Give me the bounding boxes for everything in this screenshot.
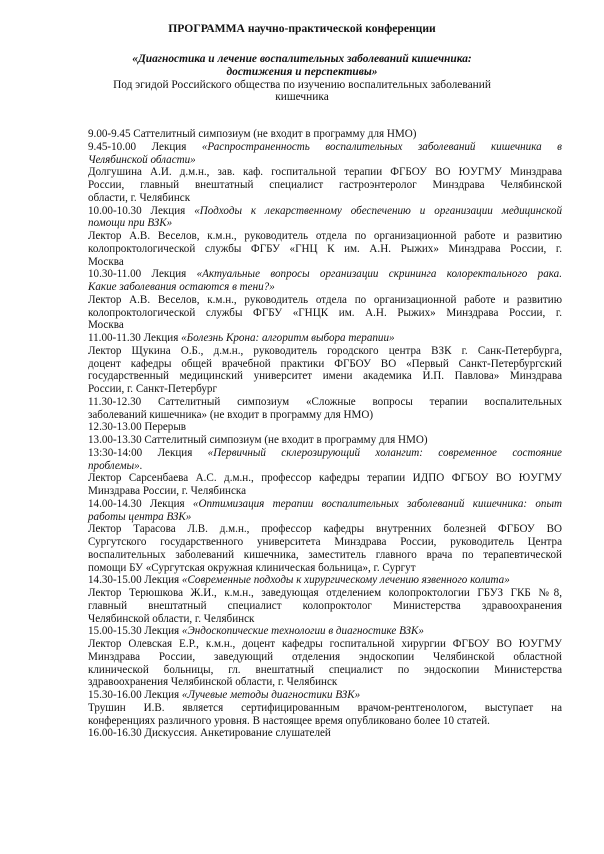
schedule-line <box>88 638 562 651</box>
schedule-line <box>88 676 562 689</box>
schedule-line <box>88 498 562 511</box>
schedule-text: Лектор А.В. Веселов, к.м.н., руководитель отдела по организационной работе и развитию <box>88 293 562 306</box>
schedule-text: России, г. Санкт-Петербург <box>88 383 217 395</box>
schedule-line <box>88 154 562 167</box>
document-header <box>0 22 604 103</box>
schedule-text: клинической больницы, гл. внештатный специалист по эндоскопии Министерства <box>88 663 562 676</box>
schedule-line <box>88 460 562 473</box>
schedule-line <box>88 549 562 562</box>
schedule-text: Лектор Олевская Е.Р., к.м.н., доцент кафедры госпитальной хирургии ФГБОУ ВО ЮУГМУ <box>88 638 562 650</box>
schedule-text: конференциях различного уровня. В настоящее время опубликовано более 10 статей. <box>88 714 490 727</box>
schedule-line <box>88 396 562 409</box>
lecture-title-text: «Лучевые методы диагностики ВЗК» <box>181 689 361 701</box>
schedule-line <box>88 523 562 536</box>
lecture-title-text: «Первичный склерозирующий холангит: современное состояние <box>207 446 562 459</box>
schedule-line <box>88 319 562 332</box>
schedule-line <box>88 689 562 702</box>
schedule-line <box>88 256 562 269</box>
schedule-text: Лектор Тарасова Л.В. д.м.н., профессор кафедры внутренних болезней ФГБОУ ВО <box>88 523 562 536</box>
schedule-text: заболеваний кишечника» (не входит в программу для НМО) <box>88 408 374 421</box>
schedule-text: главный внештатный специалист колопроктолог Министерства здравоохранения <box>88 599 562 612</box>
schedule-line <box>88 345 562 358</box>
schedule-text: 13.00-13.30 Саттелитный симпозиум (не входит в программу для НМО) <box>88 434 428 446</box>
schedule-line <box>88 472 562 485</box>
schedule-line <box>88 166 562 179</box>
schedule-line <box>88 205 562 218</box>
schedule-line <box>88 421 562 434</box>
schedule-line <box>88 600 562 613</box>
schedule-line <box>88 562 562 575</box>
schedule-text: Москва <box>88 255 124 268</box>
schedule-line <box>88 370 562 383</box>
schedule-text: Лектор Щукина О.Б., д.м.н., руководитель городского центра ВЗК г. Санк-Петербурга, <box>88 344 562 357</box>
schedule-text: государственный медицинский университет имени академика И.П. Павлова» Минздрава <box>88 370 562 383</box>
aegis-line-2: кишечника <box>275 91 329 103</box>
schedule-text: Лектор Сарсенбаева А.С. д.м.н., профессор кафедры терапии ИДПО ФГБОУ ВО ЮУГМУ <box>88 472 562 485</box>
schedule-text: Минздрава России, заведующий отделения эндоскопии Челябинской областной <box>88 650 562 663</box>
lecture-title-text: работы центра ВЗК» <box>88 510 192 523</box>
schedule-text: доцент кафедры общей врачебной практики ФГБОУ ВО «Первый Санкт-Петербургский <box>88 357 562 370</box>
schedule-text: 15.00-15.30 Лекция <box>88 625 182 638</box>
schedule-text: колопроктологической службы ФГБУ «ГНЦ К им. А.Н. Рыжих» Минздрава России, г. <box>88 242 562 255</box>
schedule-line <box>88 587 562 600</box>
schedule-text: 10.30-11.00 Лекция <box>88 268 197 281</box>
schedule-text: Челябинской области, г. Челябинск <box>88 612 255 625</box>
schedule-line <box>88 281 562 294</box>
schedule-line <box>88 217 562 230</box>
conference-title-line-1: «Диагностика и лечение воспалительных заболеваний кишечника: <box>132 53 472 65</box>
lecture-title-text: «Эндоскопические технологии в диагностике ВЗК» <box>181 625 424 638</box>
aegis-line-1: Под эгидой Российского общества по изучению воспалительных заболеваний <box>113 79 491 91</box>
schedule-line <box>88 358 562 371</box>
lecture-title-text: «Подходы к лекарственному обеспечению и организации медицинской <box>194 204 563 217</box>
schedule-line <box>88 179 562 192</box>
schedule-text: Долгушина А.И. д.м.н., зав. каф. госпитальной терапии ФГБОУ ВО ЮУГМУ Минздрава <box>88 166 562 179</box>
schedule-text: 12.30-13.00 Перерыв <box>88 421 187 434</box>
schedule-text: здравоохранения Челябинской области, г. Челябинск <box>88 676 338 689</box>
schedule-text: 11.30-12.30 Саттелитный симпозиум «Сложные вопросы терапии воспалительных <box>88 395 562 408</box>
schedule-text: России, главный внештатный специалист гастроэнтеролог Минздрава Челябинской <box>88 179 562 191</box>
lecture-title-text: «Современные подходы к хирургическому лечению язвенного колита» <box>181 574 510 587</box>
schedule-text: 14.30-15.00 Лекция <box>88 574 182 587</box>
lecture-title-text: «Актуальные вопросы организации скрининга колоректального рака. <box>196 268 562 281</box>
lecture-title-text: Какие заболевания остаются в тени?» <box>88 281 275 293</box>
schedule-line <box>88 434 562 447</box>
schedule-line <box>88 574 562 587</box>
schedule-line <box>88 447 562 460</box>
schedule-line <box>88 727 562 740</box>
schedule-text: Лектор А.В. Веселов, к.м.н., руководитель отдела по организационной работе и развитию <box>88 230 562 242</box>
schedule-line <box>88 192 562 205</box>
schedule-line <box>88 243 562 256</box>
schedule-line <box>88 702 562 715</box>
schedule-line <box>88 651 562 664</box>
schedule-line <box>88 613 562 626</box>
schedule-line <box>88 307 562 320</box>
schedule-line <box>88 268 562 281</box>
schedule-line <box>88 625 562 638</box>
schedule-text: колопроктологической службы ФГБУ «ГНЦК им. А.Н. Рыжих» Минздрава России, г. <box>88 306 562 319</box>
schedule-text: области, г. Челябинск <box>88 191 191 204</box>
schedule-text: 14.00-14.30 Лекция <box>88 497 193 510</box>
schedule-text: Минздрава России, г. Челябинска <box>88 485 247 497</box>
schedule-line <box>88 332 562 345</box>
schedule-line <box>88 128 562 141</box>
schedule-line <box>88 511 562 524</box>
schedule-line <box>88 383 562 396</box>
schedule-text: 10.00-10.30 Лекция <box>88 204 195 217</box>
schedule-line <box>88 230 562 243</box>
program-schedule <box>88 128 562 740</box>
schedule-line <box>88 409 562 422</box>
lecture-title-text: проблемы». <box>88 459 143 472</box>
conference-title-line-2: достижения и перспективы» <box>226 66 378 78</box>
lecture-title-text: Челябинской области» <box>88 153 196 166</box>
schedule-line <box>88 485 562 498</box>
lecture-title-text: «Оптимизация терапии воспалительных заболеваний кишечника: опыт <box>192 497 563 510</box>
schedule-text: Трушин И.В. является сертифицированным врачом-рентгенологом, выступает на <box>88 701 562 714</box>
schedule-line <box>88 715 562 728</box>
schedule-text: помощи БУ «Сургутская окружная клиническая больница», г. Сургут <box>88 561 416 574</box>
schedule-text: воспалительных заболеваний кишечника, заместитель главного врача по терапевтической <box>88 548 562 561</box>
lecture-title-text: «Распространенность воспалительных заболеваний кишечника в <box>201 140 563 153</box>
schedule-text: Лектор Терюшкова Ж.И., к.м.н., заведующая отделением колопроктологии ГБУЗ ГКБ №8, <box>88 587 562 599</box>
lecture-title-text: «Болезнь Крона: алгоритм выбора терапии» <box>181 332 395 344</box>
schedule-text: 9.45-10.00 Лекция <box>88 140 202 153</box>
schedule-text: 11.00-11.30 Лекция <box>88 332 182 344</box>
lecture-title-text: помощи при ВЗК» <box>88 217 173 230</box>
schedule-text: 9.00-9.45 Саттелитный симпозиум (не входит в программу для НМО) <box>88 128 417 140</box>
schedule-text: 15.30-16.00 Лекция <box>88 689 182 701</box>
schedule-line <box>88 141 562 154</box>
schedule-text: Москва <box>88 319 124 332</box>
schedule-line <box>88 664 562 677</box>
schedule-line <box>88 294 562 307</box>
program-title: ПРОГРАММА научно-практической конференции <box>168 22 436 35</box>
schedule-text: Сургутского государственного университета Минздрава России, руководитель Центра <box>88 536 562 548</box>
schedule-text: 13:30-14:00 Лекция <box>88 446 208 459</box>
schedule-text: 16.00-16.30 Дискуссия. Анкетирование слушателей <box>88 727 331 740</box>
schedule-line <box>88 536 562 549</box>
